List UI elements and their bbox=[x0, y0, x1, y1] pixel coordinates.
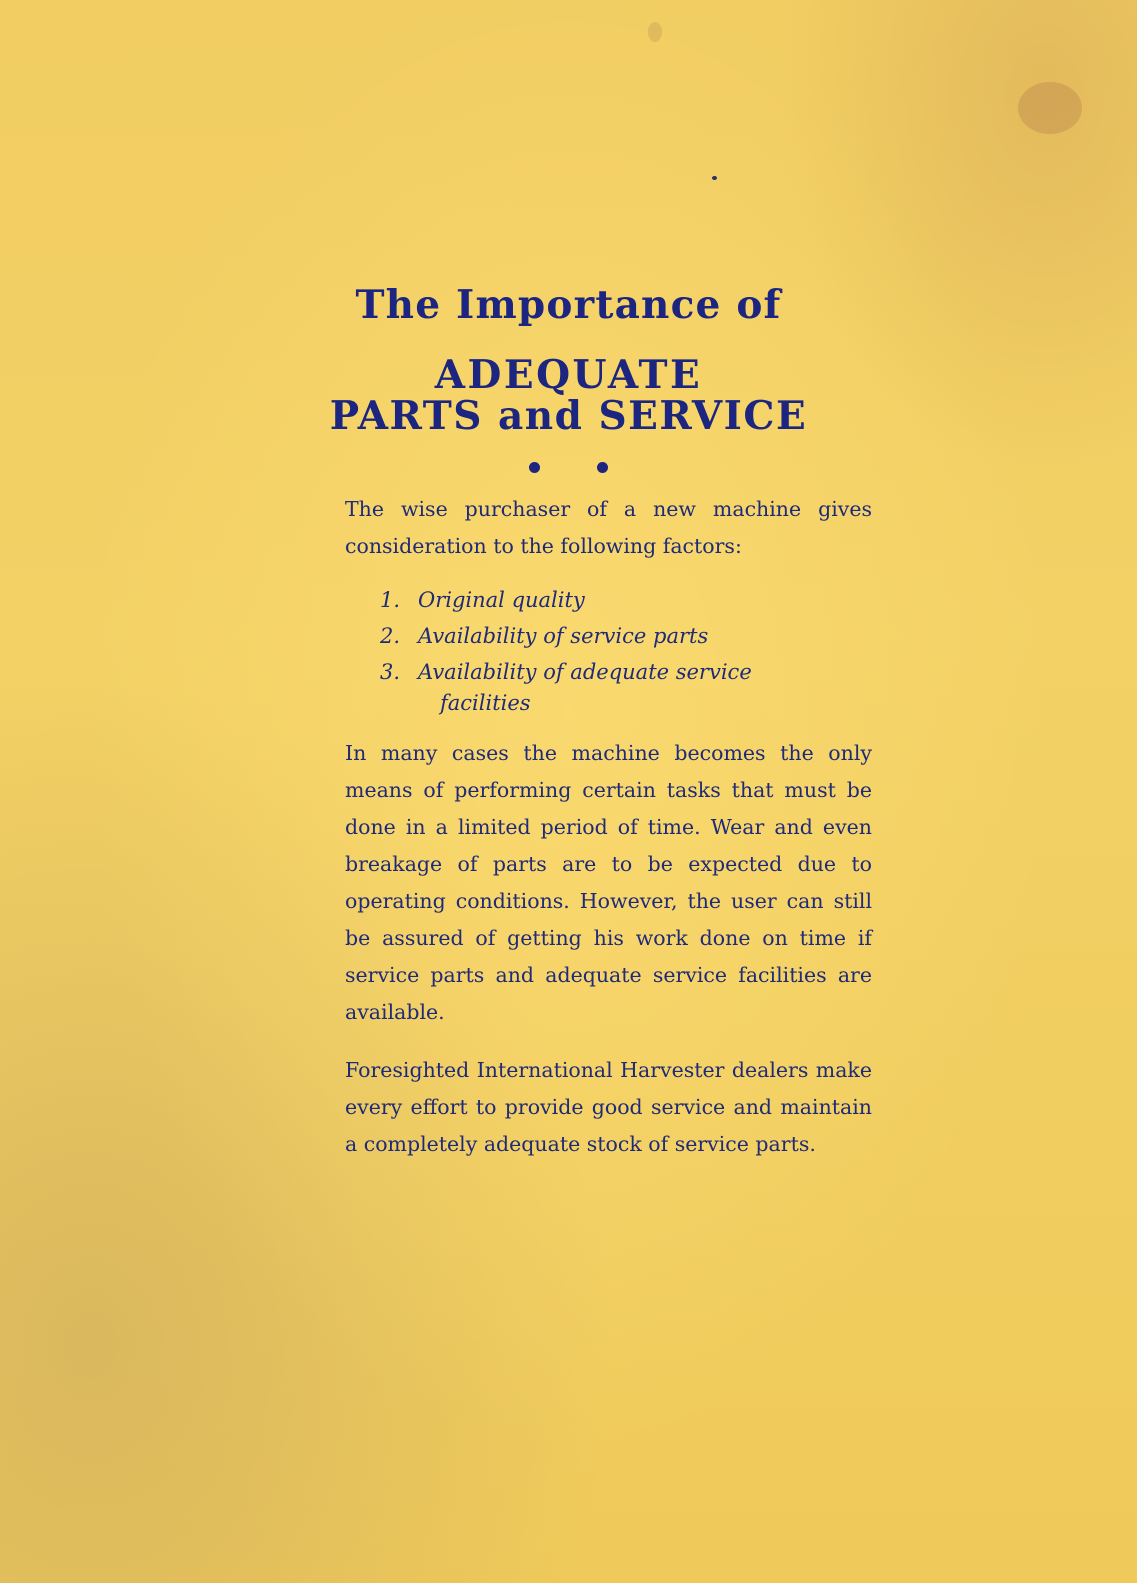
factor-number: 2. bbox=[380, 624, 401, 648]
factor-text: Availability of service parts bbox=[418, 624, 709, 648]
factors-list bbox=[380, 582, 850, 716]
body-paragraph-3: Foresighted International Harvester dealers make every effort to provide good service and maintain a completely adequate stock of service parts. bbox=[345, 1058, 872, 1156]
factor-number: 1. bbox=[380, 588, 401, 612]
factor-text: Original quality bbox=[418, 588, 585, 612]
factor-text: Availability of adequate service bbox=[418, 660, 752, 684]
bullet-dot-icon bbox=[529, 462, 540, 473]
intro-paragraph: The wise purchaser of a new machine gives consideration to the following factors: bbox=[345, 497, 872, 558]
paper-stain bbox=[648, 22, 662, 42]
heading-line-3: PARTS and SERVICE bbox=[329, 393, 808, 439]
ink-speck bbox=[712, 176, 717, 180]
body-paragraph-2: In many cases the machine becomes the only means of performing certain tasks that must be done in a limited period of time. Wear and even breakage of parts are to be expected due to operating conditions. However, the user can still be assured of getting his work done on time if service parts and adequate service facilities are available. bbox=[345, 741, 872, 1024]
bullet-separator bbox=[0, 458, 1137, 477]
heading-line-1: The Importance of bbox=[355, 282, 782, 328]
paper-stain bbox=[1018, 82, 1082, 134]
heading-line-2: ADEQUATE bbox=[434, 352, 703, 398]
factor-number: 3. bbox=[380, 660, 401, 684]
list-item bbox=[380, 582, 850, 618]
list-item bbox=[380, 654, 850, 716]
bullet-dot-icon bbox=[597, 462, 608, 473]
factor-text-continuation: facilities bbox=[440, 691, 531, 715]
list-item bbox=[380, 618, 850, 654]
